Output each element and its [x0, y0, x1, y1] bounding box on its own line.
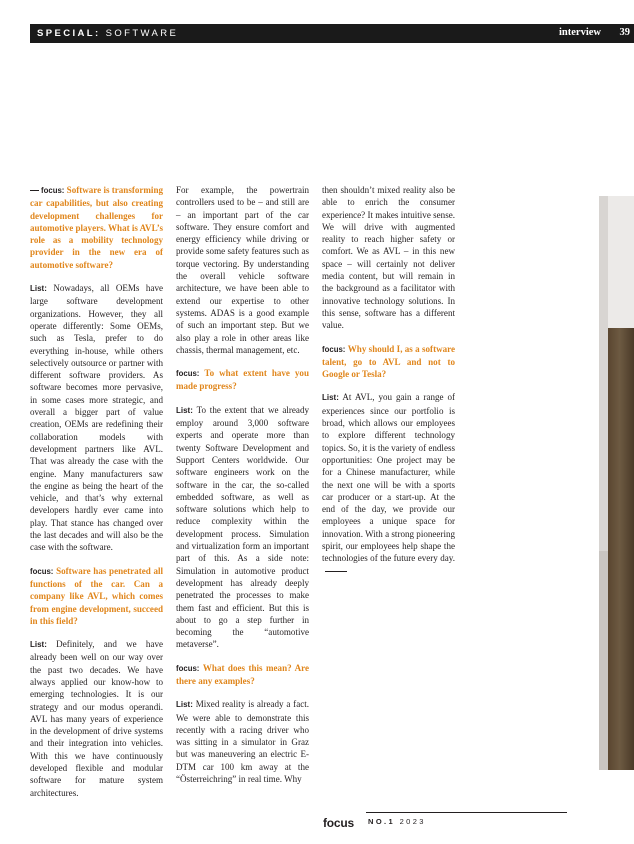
page-number: 39 [619, 27, 630, 38]
end-rule [325, 571, 347, 572]
answer-tag: List: [176, 700, 193, 710]
question-text: To what extent have you made progress? [176, 368, 309, 392]
answer-text: At AVL, you gain a range of experiences since our portfolio is broad, which allows our employees to explore different technology topics. So, it is the variety of endless opportunities: One project may be for a Chinese manufacturer, while the next one will be with a sports car producer or a start-up. At the end of the day, we provide our employees a unique space for innovation. With a strong pioneering spirit, our employees help shape the technologies of the future every day. [322, 392, 455, 564]
question-tag: focus: [30, 566, 54, 576]
answer-3 [176, 404, 309, 651]
answer-1 [30, 282, 163, 554]
answer-tag: List: [322, 393, 339, 403]
question-3 [176, 367, 309, 393]
photo-jacket [608, 328, 634, 770]
question-tag: focus: [176, 663, 200, 673]
paragraph: For example, the powertrain controllers used to be – and still are – an important part of the car software. They ensure comfort and energy efficiency while driving or provide some safety features such as torque vectoring. By understanding the overall vehicle software architecture, we have been able to extend our expertise to other systems. ADAS is a good example of such an important step. But we also play a role in other areas like chassis, thermal management, etc. [176, 185, 309, 355]
issue-year: 2023 [399, 817, 426, 826]
question-4 [176, 662, 309, 688]
category-label: interview [559, 27, 601, 38]
answer-text: To the extent that we already employ around 3,000 software experts and operate more than twenty Software Development and Support Centers worldwide. Our software engineers work on the software in the car, the so-called embedded software, as well as software solutions which help to reduce complexity within the development process. Simulation and virtualization form an important part of this. As a side note: Simulation in automotive product development has already deeply penetrated the processes to make them fast and efficient. But this is about to go a step further in becoming the “automotive metaverse”. [176, 404, 309, 650]
question-tag: focus: [41, 186, 65, 195]
photo-background [608, 196, 634, 328]
answer-tag: List: [30, 284, 47, 294]
question-text: What does this mean? Are there any examples? [176, 662, 309, 686]
question-text: Why should I, as a software talent, go to AVL and not to Google or Tesla? [322, 343, 456, 380]
answer-2 [30, 638, 163, 799]
article-column-1 [30, 184, 163, 799]
question-text: Software has penetrated all functions of the car. Can a company like AVL, which comes from engine development, succeed in this field? [30, 565, 163, 626]
answer-4 [176, 698, 309, 785]
paragraph: then shouldn’t mixed reality also be able to enrich the consumer experience? It makes intuitive sense. We will drive with augmented reality to reach higher safety or comfort. We as AVL – in this new space – will certainly not deliver media content, but will remain in the background as a facilitator with innovative technology solutions. In this sense, software has a different value. [322, 185, 455, 331]
question-1 [30, 184, 163, 271]
question-tag: focus: [176, 369, 200, 379]
question-tag: focus: [322, 344, 346, 354]
answer-5 [322, 391, 455, 576]
article-column-2 [176, 184, 309, 785]
answer-tag: List: [176, 405, 193, 415]
question-text: Software is transforming car capabilities, but also creating development challenges for automotive players. What is AVL’s role as a mobility technology provider in the new era of automotive software? [30, 185, 163, 270]
answer-text: Nowadays, all OEMs have large software development organizations. However, they all operate differently: Some OEMs, such as Tesla, prefer to do everything in-house, while others selectively outsource or partner with different software providers. As software becomes more pervasive, in some cases more strategic, and overall a bigger part of value creation, OEMs are redefining their collaboration models with development partners like AVL. That was already the case with the engine. Many manufacturers saw the engine as being the heart of the vehicle, and that’s why external developers hardly ever came into play. That stance has changed over the last decades and will also be the case with the software. [30, 283, 163, 553]
section-label [37, 28, 178, 39]
photo-edge [599, 551, 608, 770]
section-name: SOFTWARE [105, 28, 179, 39]
answer-text: Definitely, and we have already been well on our way over the past two decades. We have always applied our know-how to emerging technologies. It is our strategy and our modus operandi. AVL has many years of experience in the development of drive systems and their integration into vehicles. With this we have continuously developed flexible and modular software for mature system architectures. [30, 639, 163, 798]
answer-tag: List: [30, 640, 47, 650]
section-header-bar [30, 24, 634, 43]
magazine-logo: focus [323, 816, 355, 830]
answer-text: Mixed reality is already a fact. We were able to demonstrate this recently with a racing driver who was sitting in a simulator in Graz but was maneuvering an electric E-DTM car 100 km away at the “Österreichring” in real time. Why [176, 699, 310, 785]
question-5 [322, 343, 455, 381]
lead-dash [30, 190, 39, 191]
issue-number: NO.1 [368, 817, 396, 826]
issue-label [368, 817, 426, 826]
article-column-3 [322, 184, 455, 577]
question-2 [30, 565, 163, 627]
section-prefix: SPECIAL: [37, 28, 101, 39]
footer-rule [366, 812, 567, 813]
portrait-photo [599, 196, 634, 770]
